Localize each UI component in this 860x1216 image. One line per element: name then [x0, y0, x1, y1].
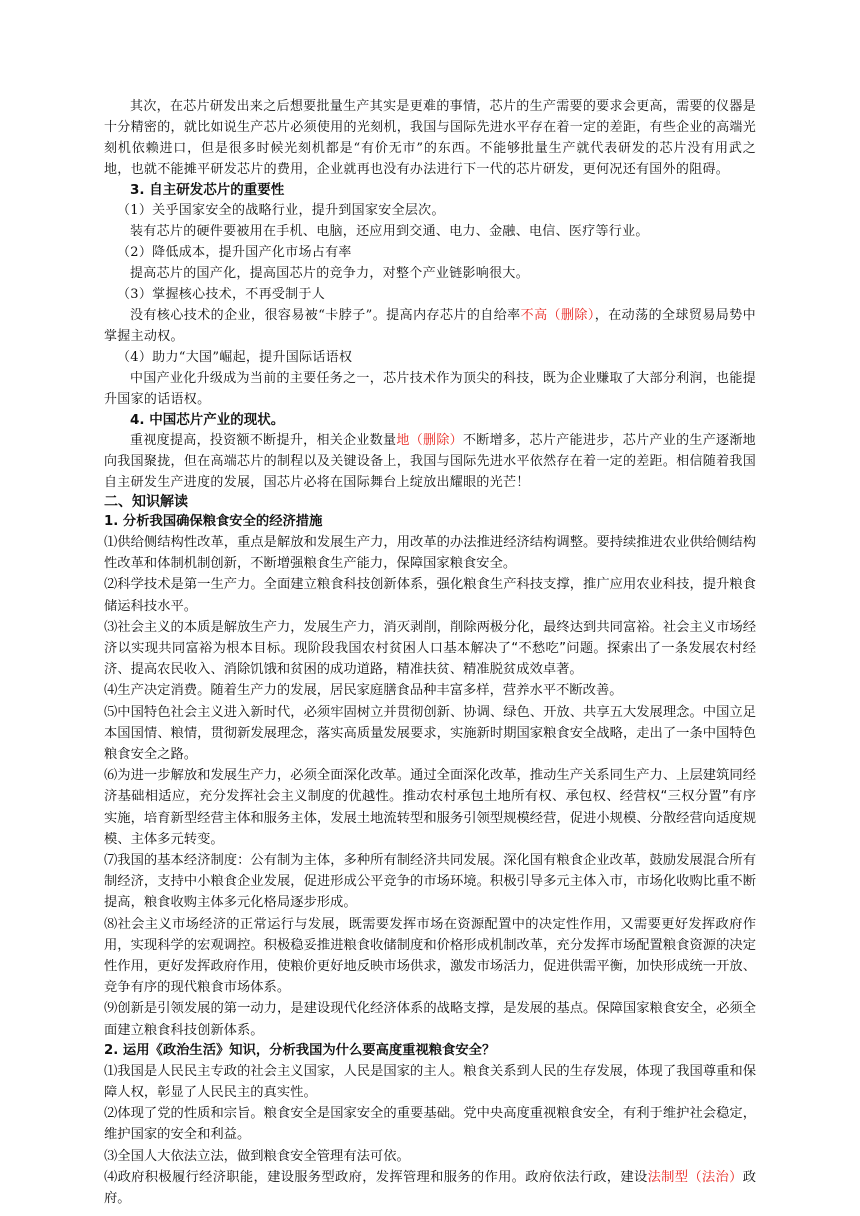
question-1-heading: 1. 分析我国确保粮食安全的经济措施 [104, 514, 323, 529]
document-page [104, 96, 756, 1209]
question-2-correction-mark: 法制型（法治） [647, 1169, 743, 1185]
section-3-item-3-body [104, 305, 756, 347]
intro-paragraph: 其次，在芯片研发出来之后想要批量生产其实是更难的事情，芯片的生产需要的要求会更高，需要的仪器是十分精密的，就比如说生产芯片必须使用的光刻机，我国与国际先进水平存在着一定的差距，有些企业的高端光刻机依赖进口，但是很多时候光刻机都是“有价无市”的东西。不能够批量生产就代表研发的芯片没有用武之地，也就不能摊平研发芯片的费用，企业就再也没有办法进行下一代的芯片研发，更何况还有国外的阻碍。 [104, 99, 756, 177]
question-1-item: ⑺我国的基本经济制度：公有制为主体，多种所有制经济共同发展。深化国有粮食企业改革，鼓励发展混合所有制经济，支持中小粮食企业发展，促进形成公平竞争的市场环境。积极引导多元主体入市，市场化收购比重不断提高，粮食收购主体多元化格局逐步形成。 [104, 853, 756, 911]
question-2-item-3: ⑶全国人大依法立法，做到粮食安全管理有法可依。 [104, 1148, 410, 1164]
question-1-item: ⑴供给侧结构性改革，重点是解放和发展生产力，用改革的办法推进经济结构调整。要持续推进农业供给侧结构性改革和体制机制创新，不断增强粮食生产能力，保障国家粮食安全。 [104, 535, 756, 572]
section-3-item-4-body: 中国产业化升级成为当前的主要任务之一，芯片技术作为顶尖的科技，既为企业赚取了大部分利润，也能提升国家的话语权。 [104, 371, 756, 407]
question-2-item-2: ⑵体现了党的性质和宗旨。粮食安全是国家安全的重要基础。党中央高度重视粮食安全，有利于维护社会稳定，维护国家的安全和利益。 [104, 1106, 756, 1143]
section-4-text-a: 重视度提高，投资额不断提升，相关企业数量 [130, 433, 397, 448]
section-3-item-1-body: 装有芯片的硬件要被用在手机、电脑，还应用到交通、电力、金融、电信、医疗等行业。 [130, 224, 649, 239]
item-3-deletion-mark: 不高（删除） [520, 308, 595, 323]
section-3-item-1-title: （1）关乎国家安全的战略行业，提升到国家安全层次。 [117, 203, 445, 218]
question-2-heading: 2. 运用《政治生活》知识，分析我国为什么要高度重视粮食安全？ [104, 1042, 496, 1058]
question-1-item: ⑶社会主义的本质是解放生产力，发展生产力，消灭剥削，削除两极分化，最终达到共同富裕。社会主义市场经济以实现共同富裕为根本目标。现阶段我国农村贫困人口基本解决了“不愁吃”问题。探索出了一条发展农村经济、提高农民收入、消除饥饿和贫困的成功道路，精准扶贫、精准脱贫成效卓著。 [104, 619, 756, 678]
question-1-item: ⑹为进一步解放和发展生产力，必须全面深化改革。通过全面深化改革，推动生产关系同生产力、上层建筑同经济基础相适应，充分发挥社会主义制度的优越性。推动农村承包土地所有权、承包权、经营权“三权分置”有序实施，培育新型经营主体和服务主体，发展土地流转型和服务引领型规模经营，促进小规模、分散经营向适度规模、主体多元转变。 [104, 768, 756, 847]
section-4-text-b: 不断增多，芯片产能进步，芯片产业的生产逐渐地向我国聚拢，但在高端芯片的制程以及关键设备上，我国与国际先进水平依然存在着一定的差距。相信随着我国自主研发生产进度的发展，国芯片必将在国际舞台上绽放出耀眼的光芒！ [104, 433, 756, 490]
question-1-item: ⑸中国特色社会主义进入新时代，必须牢固树立并贯彻创新、协调、绿色、开放、共享五大发展理念。中国立足本国国情、粮情，贯彻新发展理念，落实高质量发展要求，实施新时期国家粮食安全战略，走出了一条中国特色粮食安全之路。 [104, 704, 756, 763]
part-2-heading: 二、知识解读 [104, 494, 188, 510]
question-1-item: ⑼创新是引领发展的第一动力，是建设现代化经济体系的战略支撑，是发展的基点。保障国家粮食安全，必须全面建立粮食科技创新体系。 [104, 1001, 756, 1038]
question-2-item-4-text-b: 政府。 [104, 1169, 757, 1207]
question-1-item: ⑷生产决定消费。随着生产力的发展，居民家庭膳食品种丰富多样，营养水平不断改善。 [104, 683, 623, 699]
section-3-item-3-title: （3）掌握核心技术，不再受制于人 [117, 287, 326, 302]
section-4-deletion-mark: 地（删除） [396, 433, 463, 448]
section-4-body [104, 430, 756, 493]
section-3-item-2-title: （2）降低成本，提升国产化市场占有率 [117, 245, 352, 260]
section-4-heading: 4. 中国芯片产业的现状。 [130, 412, 285, 428]
section-3-heading: 3. 自主研发芯片的重要性 [130, 182, 285, 198]
section-3-item-4-title: （4）助力“大国”崛起，提升国际话语权 [117, 350, 353, 365]
question-1-item: ⑵科学技术是第一生产力。全面建立粮食科技创新体系，强化粮食生产科技支撑，推广应用农业科技，提升粮食储运科技水平。 [104, 577, 756, 614]
item-3-body-text-b: ，在动荡的全球贸易局势中掌握主动权。 [104, 308, 756, 344]
item-3-body-text-a: 没有核心技术的企业，很容易被“卡脖子”。提高内存芯片的自给率 [130, 308, 521, 323]
section-3-item-2-body: 提高芯片的国产化，提高国芯片的竞争力，对整个产业链影响很大。 [130, 266, 530, 281]
question-2-item-4 [104, 1167, 756, 1209]
question-2-item-4-text-a: ⑷政府积极履行经济职能，建设服务型政府，发挥管理和服务的作用。政府依法行政，建设 [104, 1169, 648, 1185]
question-1-item: ⑻社会主义市场经济的正常运行与发展，既需要发挥市场在资源配置中的决定性作用，又需要更好发挥政府作用，实现科学的宏观调控。积极稳妥推进粮食收储制度和价格形成机制改革，充分发挥市场配置粮食资源的决定性作用，更好发挥政府作用，使粮价更好地反映市场供求，激发市场活力，促进供需平衡，加快形成统一开放、竞争有序的现代粮食市场体系。 [104, 916, 756, 996]
question-2-item-1: ⑴我国是人民民主专政的社会主义国家，人民是国家的主人。粮食关系到人民的生存发展，体现了我国尊重和保障人权，彰显了人民民主的真实性。 [104, 1063, 756, 1101]
